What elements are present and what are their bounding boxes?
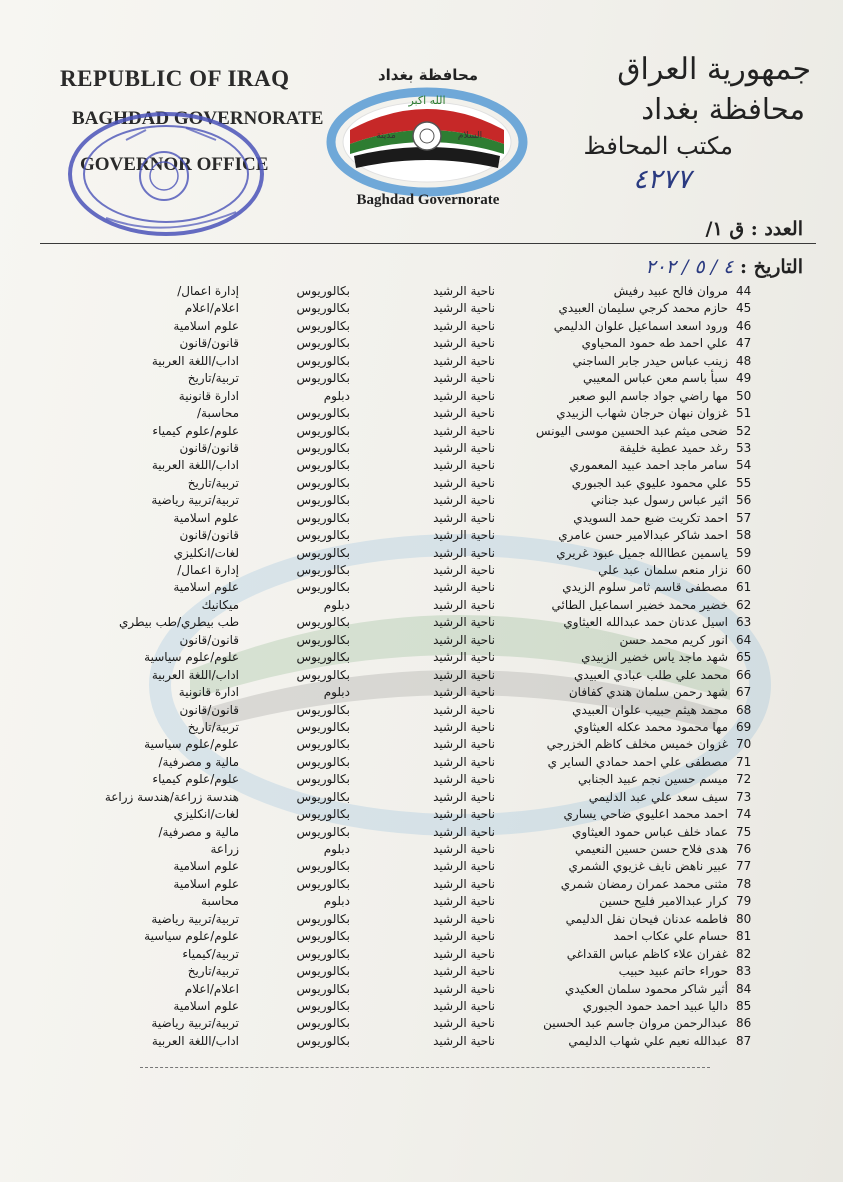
specialization: ميكانيك (201, 597, 239, 612)
row-number: 49 (736, 371, 752, 386)
district: ناحية الرشيد (433, 842, 495, 856)
specialization: ادارة قانونية (178, 388, 239, 403)
table-row (0, 492, 843, 509)
degree: دبلوم (323, 388, 350, 403)
table-row (0, 998, 843, 1015)
degree: بكالوريوس (296, 615, 350, 630)
row-number: 52 (736, 423, 752, 438)
district: ناحية الرشيد (433, 353, 495, 368)
person-name: مصطفى قاسم ثامر سلوم الزيدي (562, 580, 728, 595)
specialization: قانون/قانون (179, 702, 239, 717)
district: ناحية الرشيد (433, 911, 495, 926)
person-name: مها محمود محمد عكله العيثاوي (574, 719, 728, 734)
district: ناحية الرشيد (433, 458, 495, 473)
district: ناحية الرشيد (433, 894, 495, 909)
person-name: غفران علاء كاظم عباس القداغي (566, 946, 728, 961)
district: ناحية الرشيد (433, 318, 495, 333)
degree: بكالوريوس (296, 772, 350, 787)
table-row (0, 545, 843, 562)
specialization: علوم/علوم سياسية (144, 650, 239, 665)
person-name: عبدالله نعيم علي شهاب الدليمي (568, 1033, 728, 1048)
degree: بكالوريوس (296, 545, 350, 560)
district: ناحية الرشيد (433, 475, 495, 490)
logo-mid-text: السلام (457, 131, 483, 141)
degree: بكالوريوس (296, 824, 350, 839)
district: ناحية الرشيد (433, 545, 495, 560)
table-row (0, 981, 843, 998)
row-number: 63 (736, 615, 752, 630)
header-en-governorate: BAGHDAD GOVERNORATE (72, 108, 324, 129)
specialization: قانون/قانون (179, 528, 239, 543)
header-ar-governorate: محافظة بغداد (641, 92, 805, 126)
date-label: التاريخ : (740, 256, 803, 278)
row-number: 56 (736, 493, 752, 508)
row-number: 79 (736, 894, 752, 909)
table-row (0, 1033, 843, 1050)
table-row (0, 597, 843, 614)
degree: بكالوريوس (296, 737, 350, 752)
table-row (0, 736, 843, 753)
degree: بكالوريوس (296, 580, 350, 595)
degree: بكالوريوس (296, 563, 350, 577)
row-number: 45 (736, 301, 752, 316)
district: ناحية الرشيد (433, 406, 495, 421)
row-number: 53 (736, 440, 752, 455)
degree: بكالوريوس (296, 754, 350, 769)
table-row (0, 667, 843, 684)
specialization: قانون/قانون (179, 440, 239, 455)
row-number: 77 (736, 859, 752, 874)
person-name: خضير محمد خضير اسماعيل الطائي (551, 597, 728, 612)
person-name: احمد محمد اعليوي ضاحي يساري (563, 807, 728, 822)
district: ناحية الرشيد (433, 371, 495, 386)
person-name: احمد شاكر عبدالامير حسن عامري (558, 528, 728, 543)
row-number: 48 (736, 353, 752, 368)
table-row (0, 353, 843, 370)
district: ناحية الرشيد (433, 946, 495, 961)
row-number: 54 (736, 458, 752, 473)
person-name: شهد ماجد ياس خضير الزبيدي (581, 650, 728, 665)
degree: بكالوريوس (296, 632, 350, 647)
specialization: تربية/تاريخ (187, 964, 239, 979)
degree: بكالوريوس (296, 406, 350, 421)
degree: بكالوريوس (296, 859, 350, 874)
row-number: 73 (736, 789, 752, 804)
specialization: قانون/قانون (179, 336, 239, 351)
specialization: لغات/انكليزي (173, 545, 239, 560)
logo-left-text: مدينة (376, 131, 396, 141)
district: ناحية الرشيد (433, 772, 495, 787)
specialization: تربية/تربية رياضية (151, 911, 239, 926)
governor-office-stamp (66, 100, 276, 242)
specialization: اداب/اللغة العربية (151, 458, 239, 473)
degree: بكالوريوس (296, 336, 350, 351)
specialization: اعلام/اعلام (184, 301, 239, 316)
person-name: كرار عبدالامير فليح حسين (599, 894, 728, 909)
row-number: 65 (736, 650, 752, 665)
degree: بكالوريوس (296, 318, 350, 333)
person-name: أثير شاكر محمود سلمان العكيدي (564, 981, 728, 996)
row-number: 81 (736, 929, 752, 944)
specialization: تربية/تاريخ (187, 475, 239, 490)
degree: دبلوم (323, 685, 350, 700)
degree: بكالوريوس (296, 650, 350, 665)
specialization: ادارة قانونية (178, 685, 239, 700)
person-name: حسام علي عكاب احمد (613, 929, 728, 944)
degree: دبلوم (323, 894, 350, 909)
person-name: ضحى ميثم عبد الحسين موسى اليونس (535, 423, 728, 438)
district: ناحية الرشيد (433, 1016, 495, 1031)
degree: بكالوريوس (296, 284, 350, 298)
specialization: إدارة اعمال/ (177, 563, 239, 577)
degree: بكالوريوس (296, 301, 350, 316)
specialization: علوم/علوم سياسية (144, 737, 239, 752)
table-row (0, 318, 843, 335)
specialization: محاسبة (201, 894, 239, 909)
table-row (0, 893, 843, 910)
district: ناحية الرشيد (433, 528, 495, 543)
table-row (0, 841, 843, 858)
district: ناحية الرشيد (433, 284, 495, 298)
person-name: ميسم حسين نجم عبيد الجنابي (577, 772, 728, 787)
person-name: اسيل عدنان حمد عبدالله العيثاوي (563, 615, 728, 630)
table-row (0, 789, 843, 806)
person-name: علي محمود عليوي عبد الجبوري (571, 475, 728, 490)
district: ناحية الرشيد (433, 964, 495, 979)
row-number: 68 (736, 702, 752, 717)
handwritten-reference-number: ٤٢٧٧ (632, 164, 691, 195)
person-name: ورود اسعد اسماعيل علوان الدليمي (553, 318, 728, 333)
degree: بكالوريوس (296, 458, 350, 473)
person-name: حوراء حاتم عبيد حبيب (618, 964, 728, 979)
row-number: 59 (736, 545, 752, 560)
row-number: 70 (736, 737, 752, 752)
row-number: 72 (736, 772, 752, 787)
row-number: 86 (736, 1016, 752, 1031)
degree: بكالوريوس (296, 911, 350, 926)
header-en-republic: REPUBLIC OF IRAQ (60, 66, 290, 91)
degree: بكالوريوس (296, 702, 350, 717)
person-name: زينب عباس حيدر جابر الساجني (572, 353, 728, 368)
specialization: علوم اسلامية (173, 859, 239, 874)
degree: بكالوريوس (296, 789, 350, 804)
row-number: 58 (736, 528, 752, 543)
table-row (0, 370, 843, 387)
header-ar-republic: جمهورية العراق (617, 52, 811, 87)
district: ناحية الرشيد (433, 702, 495, 717)
specialization: علوم اسلامية (173, 510, 239, 525)
specialization: علوم/علوم سياسية (144, 929, 239, 944)
degree: بكالوريوس (296, 493, 350, 508)
date-value: ٤ / ٥ / ٢٠٢ (645, 256, 734, 278)
district: ناحية الرشيد (433, 650, 495, 665)
row-number: 82 (736, 946, 752, 961)
row-number: 61 (736, 580, 752, 595)
degree: بكالوريوس (296, 353, 350, 368)
person-name: مصطفى علي احمد حمادي الساير ي (547, 754, 728, 769)
degree: بكالوريوس (296, 964, 350, 979)
row-number: 57 (736, 510, 752, 525)
district: ناحية الرشيد (433, 510, 495, 525)
district: ناحية الرشيد (433, 754, 495, 769)
specialization: قانون/قانون (179, 632, 239, 647)
row-number: 71 (736, 754, 752, 769)
logo-banner-text: الله اكبر (408, 94, 446, 107)
specialization: علوم/علوم كيمياء (152, 772, 239, 787)
row-number: 85 (736, 998, 752, 1013)
district: ناحية الرشيد (433, 981, 495, 996)
person-name: فاطمه عدنان فيحان نفل الدليمي (565, 911, 728, 926)
date-line (645, 256, 803, 278)
person-name: ياسمين عطاالله جميل عبود غريري (556, 545, 728, 560)
degree: بكالوريوس (296, 807, 350, 822)
degree: بكالوريوس (296, 528, 350, 543)
row-number: 47 (736, 336, 752, 351)
table-row (0, 457, 843, 474)
table-row (0, 283, 843, 300)
table-row (0, 911, 843, 928)
table-row (0, 702, 843, 719)
district: ناحية الرشيد (433, 719, 495, 734)
person-name: مها راضي جواد جاسم البو صعبر (569, 388, 728, 403)
table-row (0, 632, 843, 649)
table-row (0, 806, 843, 823)
specialization: اعلام/اعلام (184, 981, 239, 996)
specialization: تربية/تاريخ (187, 719, 239, 734)
row-number: 76 (736, 842, 752, 856)
person-name: داليا عبيد احمد حمود الجبوري (582, 998, 728, 1013)
names-table (0, 283, 843, 1050)
person-name: احمد تكريت ضبع حمد السويدي (573, 510, 728, 525)
row-number: 46 (736, 318, 752, 333)
specialization: علوم/علوم كيمياء (152, 423, 239, 438)
row-number: 51 (736, 406, 752, 421)
table-row (0, 405, 843, 422)
person-name: عماد خلف عباس حمود العيثاوي (571, 824, 728, 839)
person-name: محمد هيثم حبيب علوان العبيدي (572, 702, 728, 717)
table-row (0, 963, 843, 980)
table-row (0, 649, 843, 666)
baghdad-governorate-logo (320, 58, 535, 208)
table-row (0, 335, 843, 352)
district: ناحية الرشيد (433, 301, 495, 316)
person-name: غزوان نبهان حرجان شهاب الزبيدي (556, 406, 728, 421)
degree: بكالوريوس (296, 719, 350, 734)
row-number: 69 (736, 719, 752, 734)
table-row (0, 510, 843, 527)
table-row (0, 754, 843, 771)
row-number: 83 (736, 964, 752, 979)
table-row (0, 614, 843, 631)
person-name: انور كريم محمد حسن (619, 632, 728, 647)
row-number: 75 (736, 824, 752, 839)
person-name: محمد علي طلب عبادي العبيدي (574, 667, 728, 682)
district: ناحية الرشيد (433, 632, 495, 647)
specialization: تربية/كيمياء (182, 946, 239, 961)
table-row (0, 527, 843, 544)
district: ناحية الرشيد (433, 440, 495, 455)
table-row (0, 719, 843, 736)
person-name: حازم محمد كرجي سليمان العبيدي (558, 301, 728, 316)
table-row (0, 928, 843, 945)
row-number: 78 (736, 876, 752, 891)
reference-label: العدد : ق ١/ (705, 218, 803, 240)
specialization: اداب/اللغة العربية (151, 353, 239, 368)
district: ناحية الرشيد (433, 824, 495, 839)
degree: بكالوريوس (296, 1033, 350, 1048)
district: ناحية الرشيد (433, 580, 495, 595)
person-name: عبير ناهض نايف غزيوي الشمري (568, 859, 728, 874)
logo-bottom-text: Baghdad Governorate (356, 192, 500, 208)
specialization: اداب/اللغة العربية (151, 1033, 239, 1048)
district: ناحية الرشيد (433, 929, 495, 944)
row-number: 80 (736, 911, 752, 926)
specialization: محاسبة/ (197, 406, 239, 421)
person-name: نزار منعم سلمان عبد علي (598, 563, 728, 577)
logo-top-text: محافظة بغداد (377, 66, 479, 84)
table-row (0, 440, 843, 457)
person-name: غزوان خميس مخلف كاظم الخزرجي (546, 737, 728, 752)
district: ناحية الرشيد (433, 597, 495, 612)
specialization: علوم اسلامية (173, 876, 239, 891)
degree: بكالوريوس (296, 946, 350, 961)
specialization: طب بيطري/طب بيطري (119, 615, 239, 630)
specialization: اداب/اللغة العربية (151, 667, 239, 682)
specialization: لغات/انكليزي (173, 807, 239, 822)
district: ناحية الرشيد (433, 615, 495, 630)
table-row (0, 824, 843, 841)
table-row (0, 300, 843, 317)
district: ناحية الرشيد (433, 1033, 495, 1048)
table-row (0, 858, 843, 875)
district: ناحية الرشيد (433, 859, 495, 874)
district: ناحية الرشيد (433, 807, 495, 822)
degree: بكالوريوس (296, 1016, 350, 1031)
specialization: علوم اسلامية (173, 318, 239, 333)
row-number: 66 (736, 667, 752, 682)
district: ناحية الرشيد (433, 667, 495, 682)
specialization: إدارة اعمال/ (177, 284, 239, 298)
specialization: علوم اسلامية (173, 580, 239, 595)
person-name: رغد حميد عطية خليفة (619, 440, 728, 455)
degree: بكالوريوس (296, 876, 350, 891)
row-number: 50 (736, 388, 752, 403)
district: ناحية الرشيد (433, 388, 495, 403)
specialization: تربية/تربية رياضية (151, 493, 239, 508)
district: ناحية الرشيد (433, 685, 495, 700)
degree: بكالوريوس (296, 440, 350, 455)
degree: دبلوم (323, 842, 350, 856)
degree: بكالوريوس (296, 475, 350, 490)
person-name: سبأ باسم معن عباس المعيبي (582, 371, 728, 386)
degree: بكالوريوس (296, 371, 350, 386)
table-row (0, 579, 843, 596)
degree: بكالوريوس (296, 667, 350, 682)
degree: بكالوريوس (296, 510, 350, 525)
row-number: 55 (736, 475, 752, 490)
specialization: علوم اسلامية (173, 998, 239, 1013)
row-number: 64 (736, 632, 752, 647)
district: ناحية الرشيد (433, 876, 495, 891)
person-name: سيف سعد علي عبد الدليمي (588, 789, 728, 804)
degree: دبلوم (323, 597, 350, 612)
specialization: زراعة (210, 842, 239, 856)
header-divider (40, 243, 816, 244)
person-name: مثنى محمد عمران رمضان شمري (560, 876, 728, 891)
row-number: 67 (736, 685, 752, 700)
person-name: هدى فلاح حسن حسين النعيمي (574, 842, 728, 856)
table-row (0, 475, 843, 492)
table-row (0, 562, 843, 579)
specialization: هندسة زراعة/هندسة زراعة (104, 789, 239, 804)
district: ناحية الرشيد (433, 423, 495, 438)
header-ar-office: مكتب المحافظ (583, 132, 733, 160)
district: ناحية الرشيد (433, 493, 495, 508)
district: ناحية الرشيد (433, 737, 495, 752)
person-name: عبدالرحمن مروان جاسم عبد الحسين (543, 1016, 728, 1031)
person-name: علي احمد طه حمود المحياوي (581, 336, 728, 351)
district: ناحية الرشيد (433, 563, 495, 577)
person-name: اثير عباس رسول عبد جناني (590, 493, 728, 508)
row-number: 84 (736, 981, 752, 996)
header-en-office: GOVERNOR OFFICE (80, 154, 269, 175)
table-row (0, 423, 843, 440)
table-row (0, 876, 843, 893)
person-name: سامر ماجد احمد عبيد المعموري (569, 458, 728, 473)
person-name: شهد رحمن سلمان هندي كفافان (568, 685, 728, 700)
person-name: مروان فالح عبيد رفيش (613, 284, 728, 298)
degree: بكالوريوس (296, 981, 350, 996)
table-row (0, 684, 843, 701)
row-number: 87 (736, 1033, 752, 1048)
specialization: تربية/تربية رياضية (151, 1016, 239, 1031)
specialization: مالية و مصرفية/ (158, 754, 239, 769)
degree: بكالوريوس (296, 929, 350, 944)
table-row (0, 771, 843, 788)
district: ناحية الرشيد (433, 789, 495, 804)
district: ناحية الرشيد (433, 998, 495, 1013)
row-number: 60 (736, 563, 752, 577)
specialization: مالية و مصرفية/ (158, 824, 239, 839)
degree: بكالوريوس (296, 423, 350, 438)
table-row (0, 1015, 843, 1032)
table-row (0, 388, 843, 405)
row-number: 74 (736, 807, 752, 822)
footer-dashed-line (140, 1067, 710, 1068)
table-row (0, 946, 843, 963)
row-number: 62 (736, 597, 752, 612)
district: ناحية الرشيد (433, 336, 495, 351)
degree: بكالوريوس (296, 998, 350, 1013)
specialization: تربية/تاريخ (187, 371, 239, 386)
row-number: 44 (736, 284, 752, 298)
